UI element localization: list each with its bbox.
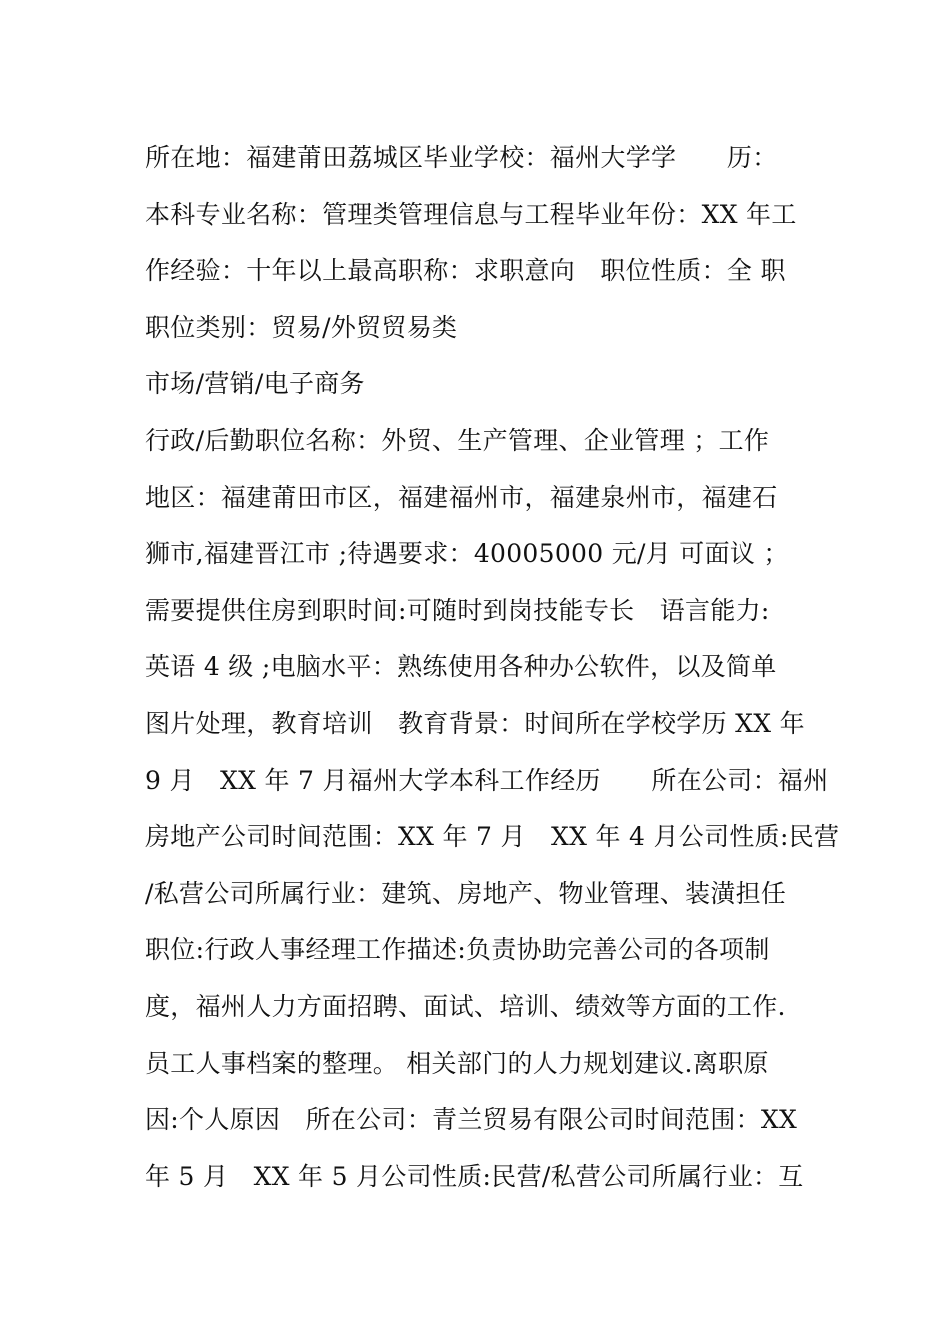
text-line: 图片处理，教育培训 教育背景：时间所在学校学历 XX 年 <box>145 708 805 738</box>
text-line: 英语 4 级 ;电脑水平：熟练使用各种办公软件，以及简单 <box>145 652 777 682</box>
text-line: 地区：福建莆田市区，福建福州市，福建泉州市，福建石 <box>145 482 778 512</box>
text-line: 9 月 XX 年 7 月福州大学本科工作经历 所在公司：福州 <box>145 765 829 795</box>
resume-body-text <box>145 130 840 1205</box>
text-line: 房地产公司时间范围：XX 年 7 月 XX 年 4 月公司性质:民营 <box>145 822 840 852</box>
text-line: 年 5 月 XX 年 5 月公司性质:民营/私营公司所属行业：互 <box>145 1161 804 1191</box>
text-line: 作经验：十年以上最高职称：求职意向 职位性质：全 职 <box>145 256 786 286</box>
text-line: 职位类别：贸易/外贸贸易类 <box>145 312 458 342</box>
text-line: 度，福州人力方面招聘、面试、培训、绩效等方面的工作. <box>145 991 786 1021</box>
text-line: 员工人事档案的整理。 相关部门的人力规划建议.离职原 <box>145 1048 769 1078</box>
text-line: 狮市,福建晋江市 ;待遇要求：40005000 元/月 可面议 ； <box>145 539 789 569</box>
text-line: /私营公司所属行业：建筑、房地产、物业管理、装潢担任 <box>145 878 787 908</box>
text-line: 需要提供住房到职时间:可随时到岗技能专长 语言能力: <box>145 595 770 625</box>
text-line: 因:个人原因 所在公司：青兰贸易有限公司时间范围：XX <box>145 1105 798 1135</box>
text-line: 市场/营销/电子商务 <box>145 369 365 399</box>
text-line: 行政/后勤职位名称：外贸、生产管理、企业管理 ；工作 <box>145 425 770 455</box>
text-line: 本科专业名称：管理类管理信息与工程毕业年份：XX 年工 <box>145 199 797 229</box>
text-line: 职位:行政人事经理工作描述:负责协助完善公司的各项制 <box>145 935 770 965</box>
text-line: 所在地：福建莆田荔城区毕业学校：福州大学学 历： <box>145 143 778 172</box>
